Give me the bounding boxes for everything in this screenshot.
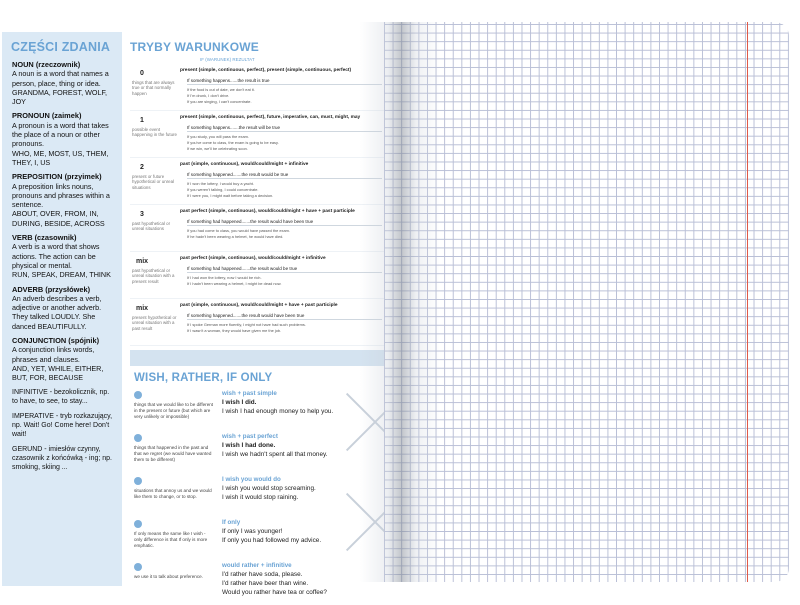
conditional-description: things that are always true or that normally happen bbox=[132, 80, 175, 96]
conditional-example: If you had come to class, you would have passed the exam. bbox=[187, 228, 290, 233]
conditional-description: past hypothetical or unreal situation with a present result bbox=[132, 268, 175, 284]
wish-formula: wish + past perfect bbox=[222, 433, 278, 440]
conditional-formula: past (simple, continuous), would/could/might + have + past participle bbox=[180, 303, 338, 308]
conditional-pattern: If something happened.......the result would be true bbox=[187, 172, 382, 179]
conditional-number: 3 bbox=[140, 211, 144, 218]
wish-example: Would you rather have tea or coffee? bbox=[222, 589, 327, 596]
part-of-speech bbox=[12, 285, 116, 331]
part-heading: PRONOUN (zaimek) bbox=[12, 111, 82, 121]
conditional-example: If the food is out of date, we don't eat it. bbox=[187, 87, 255, 92]
conditional-pattern: If something happens......the result is true bbox=[187, 78, 382, 85]
wish-example: I wish it would stop raining. bbox=[222, 494, 299, 501]
part-examples: They talked LOUDLY. She danced BEAUTIFULLY. bbox=[12, 312, 96, 331]
wish-row bbox=[134, 562, 384, 605]
wish-example: If only I was younger! bbox=[222, 528, 283, 535]
wish-formula: I wish you would do bbox=[222, 476, 281, 483]
bullet-icon bbox=[134, 434, 142, 442]
conditional-pattern: If something had happened.......the result would have been true bbox=[187, 219, 382, 226]
book-gutter bbox=[360, 22, 440, 582]
wish-example: I wish I did. bbox=[222, 399, 257, 406]
conditional-row bbox=[130, 158, 384, 205]
part-body: A conjunction links words, phrases and clauses. bbox=[12, 345, 95, 364]
wish-description: things that we would like to be different in the present or future (but which are very unlikely or impossible) bbox=[134, 402, 214, 419]
part-heading: ADVERB (przysłówek) bbox=[12, 284, 91, 294]
conditional-example: If I won the lottery, I would buy a yacht. bbox=[187, 181, 254, 186]
part-examples: ABOUT, OVER, FROM, IN, DURING, BESIDE, ACROSS bbox=[12, 209, 105, 228]
conditional-row bbox=[130, 205, 384, 252]
conditional-example: If you are singing, I can't concentrate. bbox=[187, 99, 252, 104]
part-body: A pronoun is a word that takes the place of a noun or other pronouns. bbox=[12, 120, 109, 149]
part-examples: AND, YET, WHILE, EITHER, BUT, FOR, BECAUSE bbox=[12, 363, 104, 383]
conditional-number: 2 bbox=[140, 164, 144, 171]
grammar-note: GERUND - imiesłów czynny, czasownik z końcówką - ing; np. smoking, skiing ... bbox=[12, 445, 112, 471]
part-heading: PREPOSITION (przyimek) bbox=[12, 172, 102, 182]
conditional-formula: past (simple, continuous), would/could/might + infinitive bbox=[180, 162, 309, 167]
wish-example: I wish I had enough money to help you. bbox=[222, 408, 334, 415]
part-examples: GRANDMA, FOREST, WOLF, JOY bbox=[12, 87, 108, 107]
conditional-row bbox=[130, 111, 384, 158]
notebook-spread bbox=[0, 22, 800, 596]
wish-formula: If only bbox=[222, 519, 241, 526]
parts-list bbox=[2, 60, 122, 383]
part-body: An adverb describes a verb, adjective or another adverb. bbox=[12, 293, 102, 313]
conditional-row bbox=[130, 252, 384, 299]
part-of-speech bbox=[12, 336, 116, 382]
part-of-speech bbox=[12, 111, 116, 167]
conditional-example: If I had won the lottery, now I would be rich. bbox=[187, 275, 262, 280]
conditional-pattern: If something had happened.......the result would be true bbox=[187, 266, 382, 273]
part-of-speech bbox=[12, 60, 116, 106]
parts-title: CZĘŚCI ZDANIA bbox=[11, 40, 111, 54]
wish-example: I wish we hadn't spent all that money. bbox=[222, 451, 328, 458]
conditional-description: present or future hypothetical or unreal situations bbox=[132, 174, 174, 190]
part-body: A noun is a word that names a person, place, thing or idea. bbox=[12, 69, 109, 88]
wish-description: situations that annoy us and we would like them to change, or to stop. bbox=[134, 488, 212, 499]
part-heading: CONJUNCTION (spójnik) bbox=[12, 336, 100, 346]
conditional-example: If you weren't talking, I could concentrate. bbox=[187, 187, 259, 192]
wish-title: WISH, RATHER, IF ONLY bbox=[134, 372, 273, 384]
conditional-row bbox=[130, 299, 384, 346]
conditionals-list bbox=[130, 64, 384, 346]
bullet-icon bbox=[134, 477, 142, 485]
wish-example: I wish I had done. bbox=[222, 442, 276, 449]
grammar-note: IMPERATIVE - tryb rozkazujący, np. Wait! Go! Come here! Don't wait! bbox=[12, 412, 113, 438]
wish-description: If only means the same like I wish - only difference is that If only is more emphatic. bbox=[134, 531, 208, 548]
wish-description: things that happened in the past and that we regret (we would have wanted them to be different) bbox=[134, 445, 212, 462]
part-heading: VERB (czasownik) bbox=[12, 233, 77, 243]
conditional-example: If he hadn't been wearing a helmet, he would have died. bbox=[187, 234, 284, 239]
conditional-example: If we win, we'll be celebrating soon. bbox=[187, 146, 248, 151]
bullet-icon bbox=[134, 391, 142, 399]
conditionals-subheader: IF (WARUNEK) REZULTAT bbox=[200, 57, 255, 62]
wish-example: I wish you would stop screaming. bbox=[222, 485, 316, 492]
conditional-pattern: If something happened.......the result would have been true bbox=[187, 313, 382, 320]
conditional-formula: present (simple, continuous, perfect), present (simple, continuous, perfect) bbox=[180, 68, 352, 73]
parts-of-speech-panel bbox=[2, 32, 122, 586]
conditional-example: If I'm drunk, I don't drive. bbox=[187, 93, 230, 98]
bullet-icon bbox=[134, 563, 142, 571]
conditionals-title: TRYBY WARUNKOWE bbox=[130, 40, 259, 54]
conditional-number: 0 bbox=[140, 70, 144, 77]
conditional-description: past hypothetical or unreal situations bbox=[132, 221, 171, 232]
part-of-speech bbox=[12, 233, 116, 279]
part-examples: RUN, SPEAK, DREAM, THINK bbox=[12, 270, 111, 280]
part-heading: NOUN (rzeczownik) bbox=[12, 60, 81, 69]
conditional-example: If you've come to class, the exam is going to be easy. bbox=[187, 140, 279, 145]
conditional-example: If you study, you will pass the exam. bbox=[187, 134, 249, 139]
wish-description: we use it to talk about preference. bbox=[134, 574, 203, 579]
margin-line bbox=[747, 22, 748, 582]
wish-example: If only you had followed my advice. bbox=[222, 537, 322, 544]
wish-example: I'd rather have soda, please. bbox=[222, 571, 303, 578]
conditional-description: possible event happening in the future bbox=[132, 127, 177, 138]
conditional-description: present hypothetical or unreal situation with a past result bbox=[132, 315, 177, 331]
conditional-pattern: If something happens.......the result will be true bbox=[187, 125, 382, 132]
conditional-example: If I hadn't been wearing a helmet, I might be dead now. bbox=[187, 281, 282, 286]
part-examples: WHO, ME, MOST, US, THEM, THEY, I, US bbox=[12, 148, 109, 167]
bullet-icon bbox=[134, 520, 142, 528]
part-of-speech bbox=[12, 172, 116, 228]
conditional-number: mix bbox=[135, 305, 149, 312]
conditional-formula: past perfect (simple, continuous), would/could/might + infinitive bbox=[180, 256, 326, 261]
wish-formula: wish + past simple bbox=[222, 390, 277, 397]
grid-page bbox=[384, 22, 789, 582]
part-body: A preposition links nouns, pronouns and phrases within a sentence. bbox=[12, 181, 110, 210]
conditional-example: If I were you, I might wait before taking a decision. bbox=[187, 193, 274, 198]
extras-list bbox=[2, 388, 122, 472]
conditional-formula: present (simple, continuous, perfect), future, imperative, can, must, might, may bbox=[180, 115, 361, 120]
wish-example: I'd rather have beer than wine. bbox=[222, 580, 309, 587]
conditional-number: 1 bbox=[140, 117, 144, 124]
wish-formula: would rather + infinitive bbox=[222, 562, 292, 569]
part-body: A verb is a word that shows actions. The action can be physical or mental. bbox=[12, 242, 100, 270]
conditional-row bbox=[130, 64, 384, 111]
conditional-example: If I wasn't a woman, they would have given me the job. bbox=[187, 328, 282, 333]
divider-band bbox=[130, 350, 384, 366]
conditional-formula: past perfect (simple, continuous), would/could/might + have + past participle bbox=[180, 209, 355, 214]
conditional-example: If I spoke German more fluently, I might not have had such problems. bbox=[187, 322, 306, 327]
grammar-note: INFINITIVE - bezokolicznik, np. to have, to see, to stay... bbox=[12, 388, 110, 405]
conditional-number: mix bbox=[135, 258, 149, 265]
